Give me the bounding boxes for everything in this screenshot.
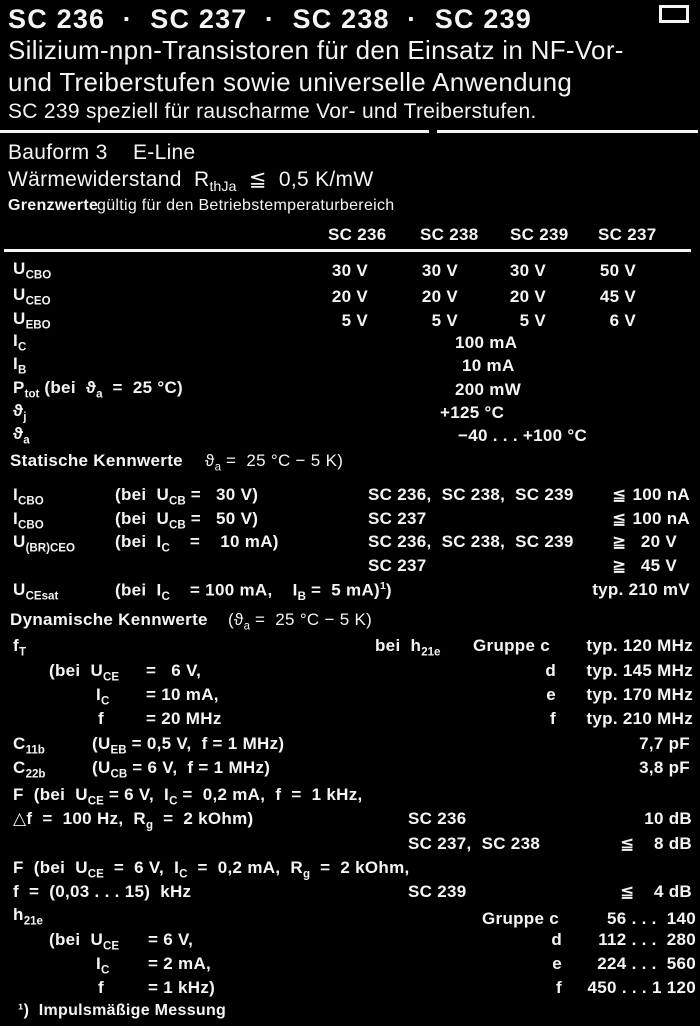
param-theta-j: $ϑ_j$ [13,401,27,424]
divider-top-right [437,130,698,133]
value-theta-j: +125 °C [440,403,505,422]
bauform-value: E-Line [133,141,196,164]
noise1-value-2: 8 dB [653,834,692,853]
h21e-range: 224 . . . 560 [597,954,696,973]
noise2-types: SC 239 [408,882,467,901]
rectangle-outline-icon [659,5,689,23]
gruppe-letter: f [556,978,562,997]
value-cell: 20 V [509,287,546,306]
param-ic: $I_C$ [13,331,27,354]
value-cell: 50 V [599,261,636,280]
limit-value: 100 nA [632,485,690,504]
value-cell: 45 V [599,287,636,306]
noise1-types-1: SC 236 [408,809,467,828]
static-heading: Statische Kennwerte [10,451,183,470]
limit-symbol: ≧ [612,532,627,551]
ft-value: typ. 210 MHz [586,709,693,728]
limit-value: 100 nA [632,509,690,528]
gruppe-letter: e [552,954,562,973]
h21e-cond-f-value: = 1 kHz) [148,978,216,997]
value-ib: 10 mA [462,356,515,375]
cond-ucesat: (bei $I_C$ = 100 mA, $I_B = 5$ mA)$^1$) [115,580,392,604]
column-header-sc238: SC 238 [420,225,479,244]
noise2-line1: F (bei $U_{CE} = 6$ V, $I_C = 0,2$ mA, $R_g = 2$ kOhm, [13,858,410,881]
noise1-value-1: 10 dB [644,809,692,828]
gruppe-letter: d [551,930,562,949]
ft-value: typ. 170 MHz [586,685,693,704]
footnote: ¹) Impulsmäßige Messung [18,1002,227,1019]
cond-icbo-2: (bei $U_{CB} = 50$ V) [115,509,259,532]
value-cell: 30 V [421,261,458,280]
grenzwerte-label: Grenzwerte [8,197,99,214]
subtitle-line-2: und Treiberstufen sowie universelle Anwendung [8,67,573,97]
gruppe-label: Gruppe c [482,909,560,928]
param-icbo-1: $I_{CBO}$ [13,485,44,508]
value-cell: 30 V [331,261,368,280]
cond-c11b: ($U_{EB} = 0,5$ V, f = 1 MHz) [92,734,285,757]
value-cell: 20 V [331,287,368,306]
ft-cond-f: f [98,709,104,728]
divider-top-left [0,130,429,133]
ft-bei-h21e: bei $h_{21e}$ [375,636,441,659]
gruppe-label: Gruppe c [473,636,551,655]
value-cell: 5 V [431,311,458,330]
value-cell: 5 V [519,311,546,330]
param-ucbo: $U_{CBO}$ [13,259,52,282]
param-theta-a: $ϑ_a$ [13,424,30,447]
value-cell: 5 V [341,311,368,330]
h21e-range: 56 . . . 140 [607,909,696,928]
value-cell: 20 V [421,287,458,306]
param-ft: $f_T$ [13,636,27,659]
noise2-value: 4 dB [653,882,692,901]
divider-table-header [4,249,691,252]
limit-symbol: ≦ [612,509,627,528]
static-heading-condition: $ϑ_a = 25$ °C − 5 K) [205,451,344,474]
h21e-cond-uce-value: = 6 V, [148,930,194,949]
noise1-line2: △f = 100 Hz, $R_g = 2$ kOhm) [13,809,254,832]
limit-value: 45 V [640,556,677,575]
subtitle-line-1: Silizium-npn-Transistoren für den Einsatz in NF-Vor- [8,35,624,65]
cond-c22b: ($U_{CB} = 6$ V, f = 1 MHz) [92,758,271,781]
column-header-sc239: SC 239 [510,225,569,244]
limit-symbol: ≦ [620,834,635,853]
dynamic-heading-condition: ($ϑ_a = 25$ °C − 5 K) [228,610,373,633]
header-note: SC 239 speziell für rauscharme Vor- und Treiberstufen. [8,100,537,123]
page-title: SC 236 · SC 237 · SC 238 · SC 239 [8,4,533,34]
dynamic-heading: Dynamische Kennwerte [10,610,208,629]
noise1-line1: F (bei $U_{CE} = 6$ V, $I_C = 0,2$ mA, f = 1 kHz, [13,785,363,808]
h21e-cond-ic: $I_C$ [96,954,110,977]
h21e-cond-uce: (bei $U_{CE}$ [49,930,120,953]
h21e-range: 450 . . . 1 120 [587,978,696,997]
cond-icbo-1: (bei $U_{CB} = 30$ V) [115,485,259,508]
value-theta-a: −40 . . . +100 °C [458,426,588,445]
types-sc237: SC 237 [368,556,427,575]
value-ptot: 200 mW [455,380,522,399]
value-cell: 30 V [509,261,546,280]
param-ptot: $P_{tot}$ (bei $ϑ_a = 25$ °C) [13,378,183,401]
types-icbo-1: SC 236, SC 238, SC 239 [368,485,574,504]
thermal-resistance: Wärmewiderstand $R_{thJa}$ ≦ 0,5 K/mW [8,168,374,196]
param-h21e: $h_{21e}$ [13,905,43,928]
column-header-sc236: SC 236 [328,225,387,244]
ft-cond-uce: (bei $U_{CE}$ [49,661,120,684]
limit-value: 20 V [640,532,677,551]
param-icbo-2: $I_{CBO}$ [13,509,44,532]
param-c11b: $C_{11b}$ [13,734,45,757]
types-ubrceo: SC 236, SC 238, SC 239 [368,532,574,551]
noise2-line2: f = (0,03 . . . 15) kHz [13,882,192,901]
limit-value: typ. 210 mV [592,580,690,599]
noise1-types-2: SC 237, SC 238 [408,834,541,853]
h21e-cond-f: f [98,978,104,997]
h21e-range: 112 . . . 280 [598,930,696,949]
h21e-cond-ic-value: = 2 mA, [148,954,212,973]
column-header-sc237: SC 237 [598,225,657,244]
limit-symbol: ≦ [612,485,627,504]
param-uceo: $U_{CEO}$ [13,285,51,308]
param-ucesat: $U_{CEsat}$ [13,580,59,603]
ft-cond-f-value: = 20 MHz [146,709,222,728]
param-c22b: $C_{22b}$ [13,758,46,781]
param-ib: $I_B$ [13,354,27,377]
value-cell: 6 V [609,311,636,330]
param-uebo: $U_{EBO}$ [13,309,51,332]
param-ubrceo: $U_{(BR)CEO}$ [13,532,75,555]
ft-value: typ. 145 MHz [586,661,693,680]
gruppe-letter: f [550,709,556,728]
types-icbo-2: SC 237 [368,509,427,528]
cond-ubrceo: (bei $I_C$ = 10 mA) [115,532,279,555]
ft-value: typ. 120 MHz [586,636,693,655]
gruppe-letter: d [545,661,556,680]
ft-cond-ic: $I_C$ [96,685,110,708]
limit-symbol: ≦ [620,882,635,901]
bauform-label: Bauform 3 [8,141,108,164]
limit-symbol: ≧ [612,556,627,575]
gruppe-letter: e [546,685,556,704]
value-c11b: 7,7 pF [639,734,690,753]
ft-cond-uce-value: = 6 V, [146,661,202,680]
value-c22b: 3,8 pF [639,758,690,777]
grenzwerte-text: gültig für den Betriebstemperaturbereich [97,197,395,214]
ft-cond-ic-value: = 10 mA, [146,685,219,704]
value-ic: 100 mA [455,333,518,352]
